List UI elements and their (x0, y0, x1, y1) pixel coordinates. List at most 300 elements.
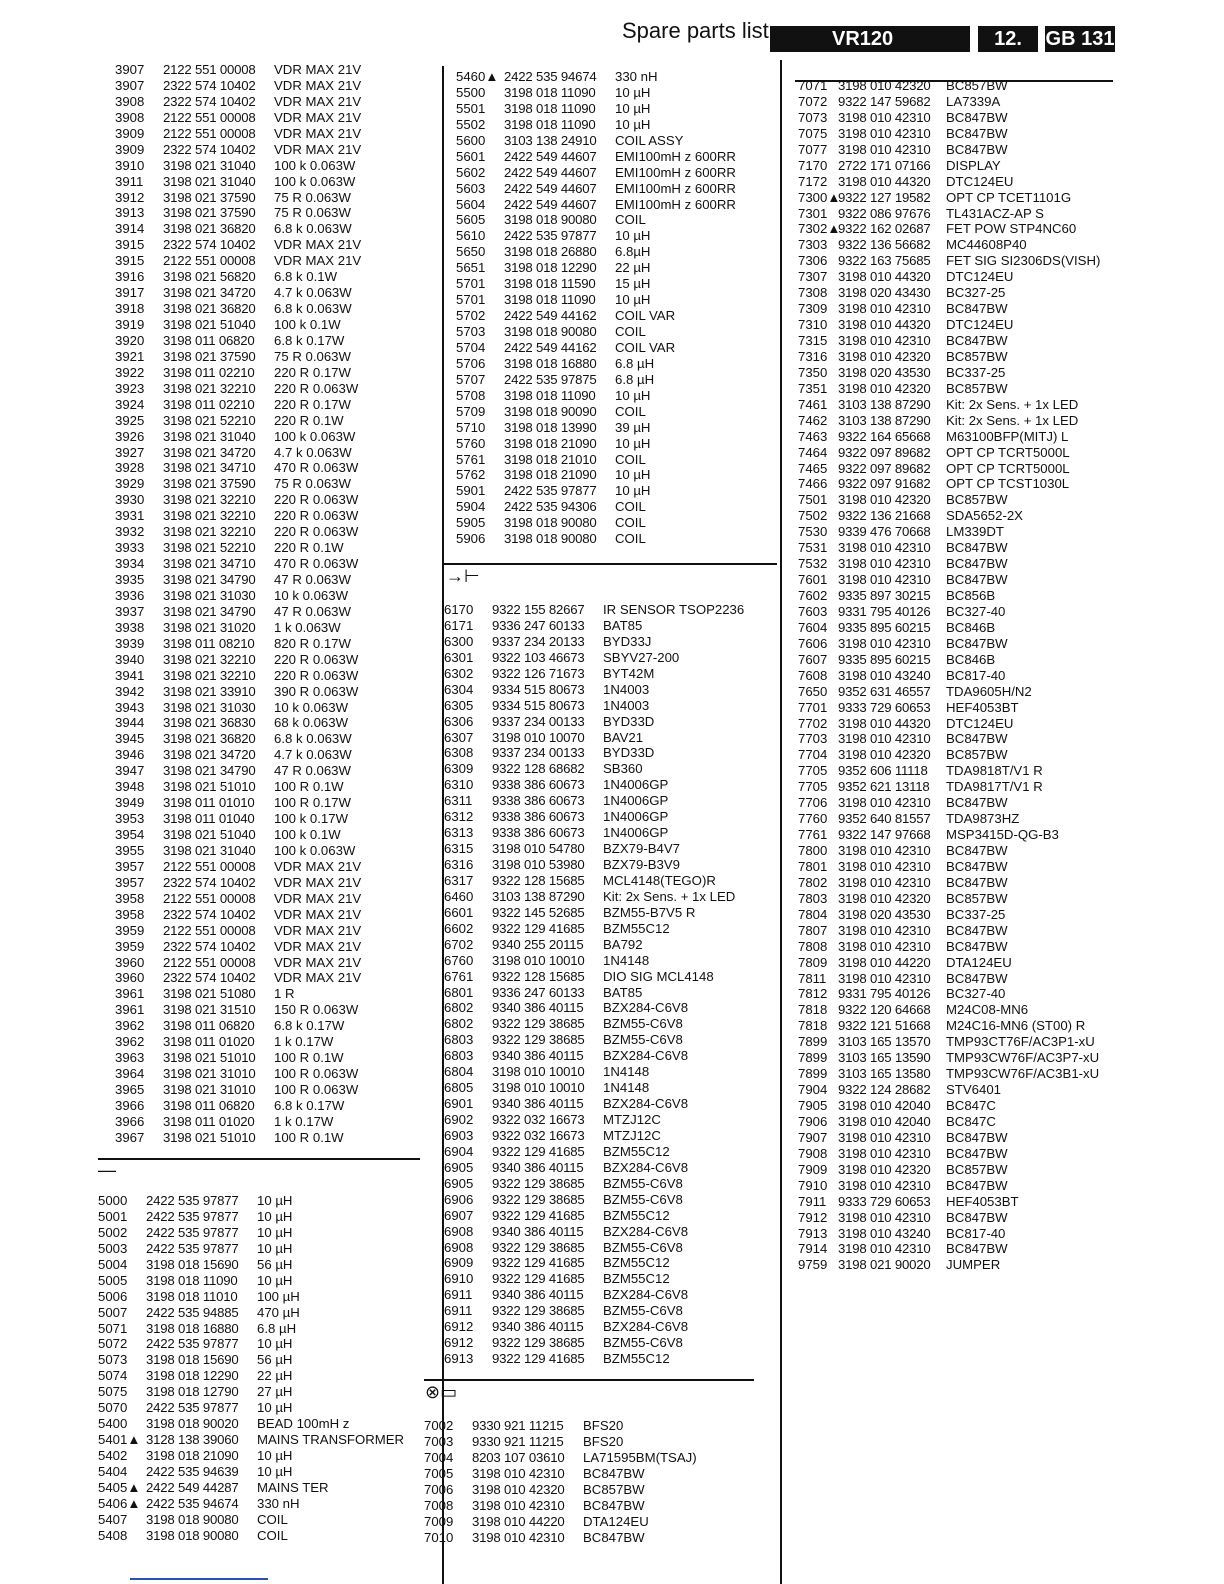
part-description: 1N4006GP (603, 809, 669, 825)
part-position: 7463 (798, 428, 828, 444)
part-code: 3198 010 44220 (472, 1513, 565, 1529)
part-position: 3957 (115, 858, 145, 874)
part-position: 6908 (444, 1239, 474, 1255)
part-row (115, 445, 361, 461)
part-description: BC847BW (946, 1241, 1008, 1257)
part-description: BZM55-C6V8 (603, 1175, 683, 1191)
part-code: 9322 129 38685 (492, 1191, 585, 1207)
part-position: 3955 (115, 842, 145, 858)
part-description: BEAD 100mH z (257, 1416, 350, 1432)
part-row (444, 1048, 744, 1064)
part-description: BC857BW (946, 78, 1008, 93)
part-position: 7010 (424, 1529, 454, 1545)
part-description: BC857BW (946, 747, 1008, 763)
part-position: 5709 (456, 403, 486, 419)
part-position: 6309 (444, 761, 474, 777)
part-row (424, 1498, 697, 1514)
part-row (115, 429, 361, 445)
transistor-symbol-icon: ⊗▭ (425, 1382, 458, 1402)
part-row (456, 228, 736, 244)
part-position: 3908 (115, 93, 145, 109)
part-position: 5406▲ (98, 1495, 141, 1511)
part-position: 6803 (444, 1032, 474, 1048)
part-code: 3198 011 02210 (163, 396, 255, 412)
part-row (798, 78, 1100, 94)
part-row (444, 714, 744, 730)
part-description: JUMPER (946, 1257, 1001, 1273)
part-row (798, 652, 1100, 668)
part-code: 3198 010 42310 (838, 333, 931, 348)
part-position: 7904 (798, 1082, 828, 1098)
part-code: 9352 640 81557 (838, 811, 931, 827)
part-code: 3198 010 42320 (838, 1161, 931, 1177)
part-code: 3198 010 42310 (838, 572, 931, 588)
part-position: 6911 (444, 1303, 473, 1319)
part-position: 6760 (444, 952, 474, 968)
part-row (444, 1208, 744, 1224)
part-row (98, 1480, 404, 1496)
part-description: 1N4148 (603, 952, 650, 968)
part-position: 5760 (456, 435, 486, 451)
part-position: 5604 (456, 196, 486, 212)
part-code: 2322 574 10402 (163, 93, 256, 109)
part-code: 2422 535 94306 (504, 499, 597, 515)
part-code: 9335 895 60215 (838, 651, 931, 667)
part-row (456, 372, 736, 388)
part-description: BZM55-C6V8 (603, 1191, 683, 1207)
part-row (798, 843, 1100, 859)
part-position: 3958 (115, 906, 145, 922)
part-code: 3198 011 01010 (163, 795, 255, 811)
part-description: 75 R 0.063W (274, 476, 351, 492)
part-description: BC817-40 (946, 1225, 1006, 1241)
part-position: 7316 (798, 348, 828, 364)
part-code: 2122 551 00008 (163, 858, 256, 874)
part-code: 9338 386 60673 (492, 825, 585, 841)
part-row (115, 763, 361, 779)
part-position: 3908 (115, 109, 145, 125)
part-row (798, 891, 1100, 907)
part-code: 3198 010 42310 (838, 1241, 931, 1257)
part-code: 3198 021 32210 (163, 380, 256, 396)
part-description: 1N4006GP (603, 777, 669, 793)
part-description: DTC124EU (946, 317, 1014, 333)
part-position: 6300 (444, 633, 474, 649)
part-row (798, 939, 1100, 955)
part-description: EMI100mH z 600RR (615, 196, 736, 212)
part-position: 6601 (444, 904, 474, 920)
part-position: 3937 (115, 603, 145, 619)
part-row (115, 652, 361, 668)
part-row (98, 1496, 404, 1512)
part-code: 9322 129 41685 (492, 1271, 585, 1287)
part-position: 6602 (444, 920, 474, 936)
part-position: 7910 (798, 1177, 828, 1193)
part-code: 3198 010 42320 (838, 348, 931, 364)
part-position: 3934 (115, 556, 145, 572)
part-code: 3198 010 42310 (838, 556, 931, 572)
part-description: BC327-40 (946, 986, 1006, 1002)
part-position: 6906 (444, 1191, 474, 1207)
part-description: IR SENSOR TSOP2236 (603, 602, 745, 617)
part-row (115, 1018, 361, 1034)
part-position: 7300▲ (798, 189, 841, 205)
part-position: 3957 (115, 874, 145, 890)
part-description: COIL (615, 515, 646, 531)
part-code: 2122 551 00008 (163, 253, 256, 269)
part-description: 100 R 0.1W (274, 1050, 344, 1066)
part-row (798, 508, 1100, 524)
part-row (115, 731, 361, 747)
part-description: DIO SIG MCL4148 (603, 968, 714, 984)
part-position: 7532 (798, 556, 828, 572)
part-description: BC846B (946, 619, 996, 635)
part-description: BZM55C12 (603, 1351, 670, 1367)
part-row (444, 1224, 744, 1240)
part-row (424, 1514, 697, 1530)
part-code: 9330 921 11215 (472, 1418, 564, 1433)
part-row (798, 971, 1100, 987)
part-description: SDA5652-2X (946, 508, 1023, 524)
part-position: 5701 (456, 276, 486, 292)
part-row (115, 1130, 361, 1146)
part-code: 9322 129 41685 (492, 1255, 585, 1271)
part-description: 15 µH (615, 276, 651, 292)
part-code: 9322 126 71673 (492, 665, 585, 681)
part-code: 2322 574 10402 (163, 906, 256, 922)
part-code: 3198 021 34720 (163, 747, 256, 763)
part-description: Kit: 2x Sens. + 1x LED (603, 888, 736, 904)
part-description: M24C08-MN6 (946, 1002, 1029, 1018)
part-code: 3198 011 06820 (163, 1018, 255, 1034)
part-row (456, 197, 736, 213)
part-position: 3919 (115, 317, 145, 332)
part-description: BZX284-C6V8 (603, 1159, 689, 1175)
part-code: 3198 021 51080 (163, 986, 256, 1002)
part-description: EMI100mH z 600RR (615, 180, 736, 196)
part-code: 3198 021 32210 (163, 492, 256, 508)
part-row (444, 618, 744, 634)
part-description: VDR MAX 21V (274, 237, 362, 253)
part-position: 5002 (98, 1224, 128, 1240)
part-code: 3198 010 10010 (492, 1080, 585, 1096)
part-description: 100 k 0.063W (274, 842, 356, 858)
part-description: BC847BW (946, 540, 1008, 556)
part-description: BZM55C12 (603, 1207, 670, 1223)
part-position: 7303 (798, 237, 828, 253)
part-code: 3198 018 90080 (504, 515, 597, 531)
part-description: BC847BW (946, 970, 1008, 986)
part-position: 5706 (456, 355, 486, 371)
part-row (456, 436, 736, 452)
part-code: 9322 136 56682 (838, 237, 931, 253)
part-position: 5070 (98, 1400, 128, 1416)
part-description: 470 R 0.063W (274, 460, 359, 476)
part-row (798, 779, 1100, 795)
part-description: FET SIG SI2306DS(VISH) (946, 253, 1101, 269)
part-position: 7705 (798, 779, 828, 795)
part-position: 5610 (456, 228, 486, 244)
part-code: 9322 136 21668 (838, 508, 931, 524)
diode-symbol-icon: →⊢ (446, 566, 480, 586)
part-position: 3922 (115, 364, 145, 380)
part-code: 9322 164 65668 (838, 428, 931, 444)
part-description: 10 µH (615, 467, 651, 483)
part-description: 6.8 k 0.17W (274, 1097, 345, 1113)
part-position: 7912 (798, 1209, 828, 1225)
part-description: 100 k 0.1W (274, 827, 341, 842)
part-position: 6301 (444, 649, 474, 665)
part-row (444, 921, 744, 937)
part-description: EMI100mH z 600RR (615, 164, 736, 180)
part-row (456, 244, 736, 260)
part-description: DTA124EU (946, 954, 1012, 970)
part-description: 10 µH (257, 1400, 293, 1416)
part-position: 6170 (444, 602, 474, 617)
part-description: VDR MAX 21V (274, 890, 362, 906)
part-row (444, 761, 744, 777)
part-position: 5460▲ (456, 69, 499, 84)
part-row (115, 110, 361, 126)
part-code: 9352 621 13118 (838, 779, 930, 795)
part-row (98, 1464, 404, 1480)
part-code: 3198 018 16880 (146, 1320, 239, 1336)
part-row (115, 572, 361, 588)
part-position: 3936 (115, 587, 145, 603)
diode-list (444, 602, 744, 1367)
part-code: 3198 011 06820 (163, 332, 255, 348)
part-description: BC847BW (946, 333, 1008, 348)
part-code: 3198 010 42320 (472, 1481, 565, 1497)
part-position: 9759 (798, 1257, 828, 1273)
part-code: 3198 010 42310 (472, 1529, 565, 1545)
part-position: 3916 (115, 269, 145, 285)
part-row (115, 668, 361, 684)
part-description: COIL (615, 324, 646, 339)
part-row (115, 955, 361, 971)
part-row (456, 85, 736, 101)
part-position: 6313 (444, 825, 474, 841)
part-row (798, 285, 1100, 301)
chapter-label: 12. (978, 26, 1038, 52)
part-position: 3961 (115, 1002, 145, 1018)
part-description: 39 µH (615, 419, 651, 435)
part-description: SBYV27-200 (603, 649, 680, 665)
part-code: 9340 386 40115 (492, 1159, 584, 1175)
part-code: 3198 010 44320 (838, 317, 931, 333)
part-position: 3932 (115, 524, 145, 540)
part-description: DISPLAY (946, 157, 1001, 173)
part-code: 3198 021 31040 (163, 173, 256, 189)
part-description: 6.8µH (615, 244, 651, 260)
part-row (798, 1066, 1100, 1082)
part-code: 9331 795 40126 (838, 986, 931, 1002)
part-description: MSP3415D-QG-B3 (946, 827, 1059, 843)
part-description: BZM55-C6V8 (603, 1303, 683, 1319)
part-position: 5400 (98, 1416, 128, 1432)
part-code: 2422 549 44162 (504, 339, 597, 355)
part-position: 5004 (98, 1256, 128, 1272)
part-position: 5405▲ (98, 1479, 141, 1495)
part-code: 2122 551 00008 (163, 109, 256, 125)
part-position: 3959 (115, 938, 145, 954)
part-code: 3198 020 43530 (838, 364, 931, 380)
part-position: 7315 (798, 333, 828, 348)
part-code: 9352 631 46557 (838, 683, 931, 699)
part-description: 47 R 0.063W (274, 763, 351, 779)
part-position: 5401▲ (98, 1432, 141, 1448)
part-code: 3198 010 42310 (838, 1177, 931, 1193)
part-row (115, 174, 361, 190)
part-row (115, 253, 361, 269)
part-description: VDR MAX 21V (274, 141, 362, 157)
part-description: BAT85 (603, 617, 643, 633)
part-description: 220 R 0.17W (274, 364, 351, 380)
part-description: TMP93CT76F/AC3P1-xU (946, 1034, 1095, 1050)
part-row (798, 365, 1100, 381)
part-position: 5404 (98, 1463, 128, 1479)
part-position: 7607 (798, 651, 828, 667)
part-row (444, 1303, 744, 1319)
part-row (98, 1321, 404, 1337)
part-position: 7077 (798, 141, 828, 157)
part-description: 100 µH (257, 1288, 300, 1304)
part-code: 9322 162 02687 (838, 221, 931, 237)
part-code: 3198 018 90020 (146, 1416, 239, 1432)
part-code: 2322 574 10402 (163, 77, 256, 93)
part-position: 3933 (115, 540, 145, 556)
part-row (798, 1241, 1100, 1257)
part-position: 7172 (798, 173, 828, 189)
part-position: 3947 (115, 763, 145, 779)
part-row (798, 253, 1100, 269)
part-row (115, 460, 361, 476)
part-description: 100 k 0.063W (274, 428, 356, 444)
part-position: 3910 (115, 157, 145, 173)
part-position: 5762 (456, 467, 486, 483)
part-row (115, 78, 361, 94)
part-position: 6761 (444, 968, 474, 984)
part-row (798, 381, 1100, 397)
part-position: 3944 (115, 715, 145, 731)
part-description: 150 R 0.063W (274, 1002, 359, 1018)
part-code: 3198 018 90080 (504, 324, 597, 339)
part-description: 10 µH (615, 100, 651, 116)
part-row (798, 811, 1100, 827)
part-description: 330 nH (615, 69, 658, 84)
part-position: 6702 (444, 936, 474, 952)
part-description: 1 k 0.17W (274, 1113, 334, 1129)
part-code: 3198 021 90020 (838, 1257, 931, 1273)
part-row (444, 793, 744, 809)
part-position: 3930 (115, 492, 145, 508)
part-row (444, 698, 744, 714)
part-row (98, 1305, 404, 1321)
part-row (115, 684, 361, 700)
part-row (98, 1209, 404, 1225)
part-row (115, 413, 361, 429)
part-code: 3198 018 12290 (504, 260, 597, 276)
part-code: 3198 018 16880 (504, 355, 597, 371)
part-row (798, 1050, 1100, 1066)
part-code: 3198 018 21010 (504, 451, 597, 467)
part-row (798, 333, 1100, 349)
part-position: 3909 (115, 141, 145, 157)
part-code: 3198 021 51040 (163, 317, 256, 332)
part-description: VDR MAX 21V (274, 858, 362, 874)
part-position: 6904 (444, 1143, 474, 1159)
part-row (444, 985, 744, 1001)
part-position: 3917 (115, 285, 145, 301)
part-code: 3198 010 42310 (838, 858, 931, 874)
part-position: 7907 (798, 1129, 828, 1145)
part-code: 3198 021 51010 (163, 1050, 256, 1066)
part-position: 5001 (98, 1208, 128, 1224)
part-code: 3198 021 56820 (163, 269, 256, 285)
part-row (115, 843, 361, 859)
part-code: 3198 018 90080 (504, 531, 597, 547)
part-code: 2422 535 97877 (146, 1400, 239, 1416)
part-row (444, 969, 744, 985)
part-description: BC847BW (946, 922, 1008, 938)
part-row (798, 588, 1100, 604)
part-code: 3198 021 34790 (163, 763, 256, 779)
part-code: 3198 018 21090 (146, 1448, 239, 1463)
part-description: BZM55-C6V8 (603, 1335, 683, 1351)
part-row (115, 381, 361, 397)
part-code: 3198 010 42320 (838, 380, 931, 396)
part-row (798, 684, 1100, 700)
part-code: 3198 010 43240 (838, 667, 931, 683)
part-row (98, 1400, 404, 1416)
part-description: DTC124EU (946, 173, 1014, 189)
part-description: BZM55C12 (603, 920, 670, 936)
part-description: 22 µH (257, 1368, 293, 1384)
part-description: BC847BW (583, 1465, 645, 1481)
part-row (444, 1112, 744, 1128)
part-code: 3198 010 42320 (838, 890, 931, 906)
part-code: 3198 010 10010 (492, 952, 585, 968)
part-code: 9322 129 38685 (492, 1335, 585, 1351)
part-description: BYD33D (603, 745, 655, 761)
column-divider (780, 60, 782, 1584)
part-description: BC857BW (946, 492, 1008, 508)
part-description: BZM55-C6V8 (603, 1239, 683, 1255)
part-description: 100 R 0.17W (274, 795, 351, 811)
part-description: 220 R 0.063W (274, 667, 359, 683)
part-position: 5601 (456, 148, 486, 164)
part-row (444, 1064, 744, 1080)
part-position: 7911 (798, 1193, 827, 1209)
part-description: BFS20 (583, 1418, 624, 1433)
part-row (115, 1082, 361, 1098)
part-position: 5701 (456, 292, 486, 308)
part-description: BC847BW (946, 858, 1008, 874)
part-code: 3198 010 42320 (838, 78, 931, 93)
part-row (456, 101, 736, 117)
part-code: 9340 386 40115 (492, 1287, 584, 1303)
part-description: BZX284-C6V8 (603, 1048, 689, 1064)
part-description: EMI100mH z 600RR (615, 148, 736, 164)
part-row (444, 1351, 744, 1367)
part-row (798, 986, 1100, 1002)
part-code: 3198 021 36820 (163, 731, 256, 747)
part-description: 100 k 0.063W (274, 173, 356, 189)
part-position: 3907 (115, 62, 145, 77)
part-position: 6911 (444, 1287, 473, 1303)
part-description: 1N4148 (603, 1064, 650, 1080)
part-description: 10 µH (257, 1224, 293, 1240)
